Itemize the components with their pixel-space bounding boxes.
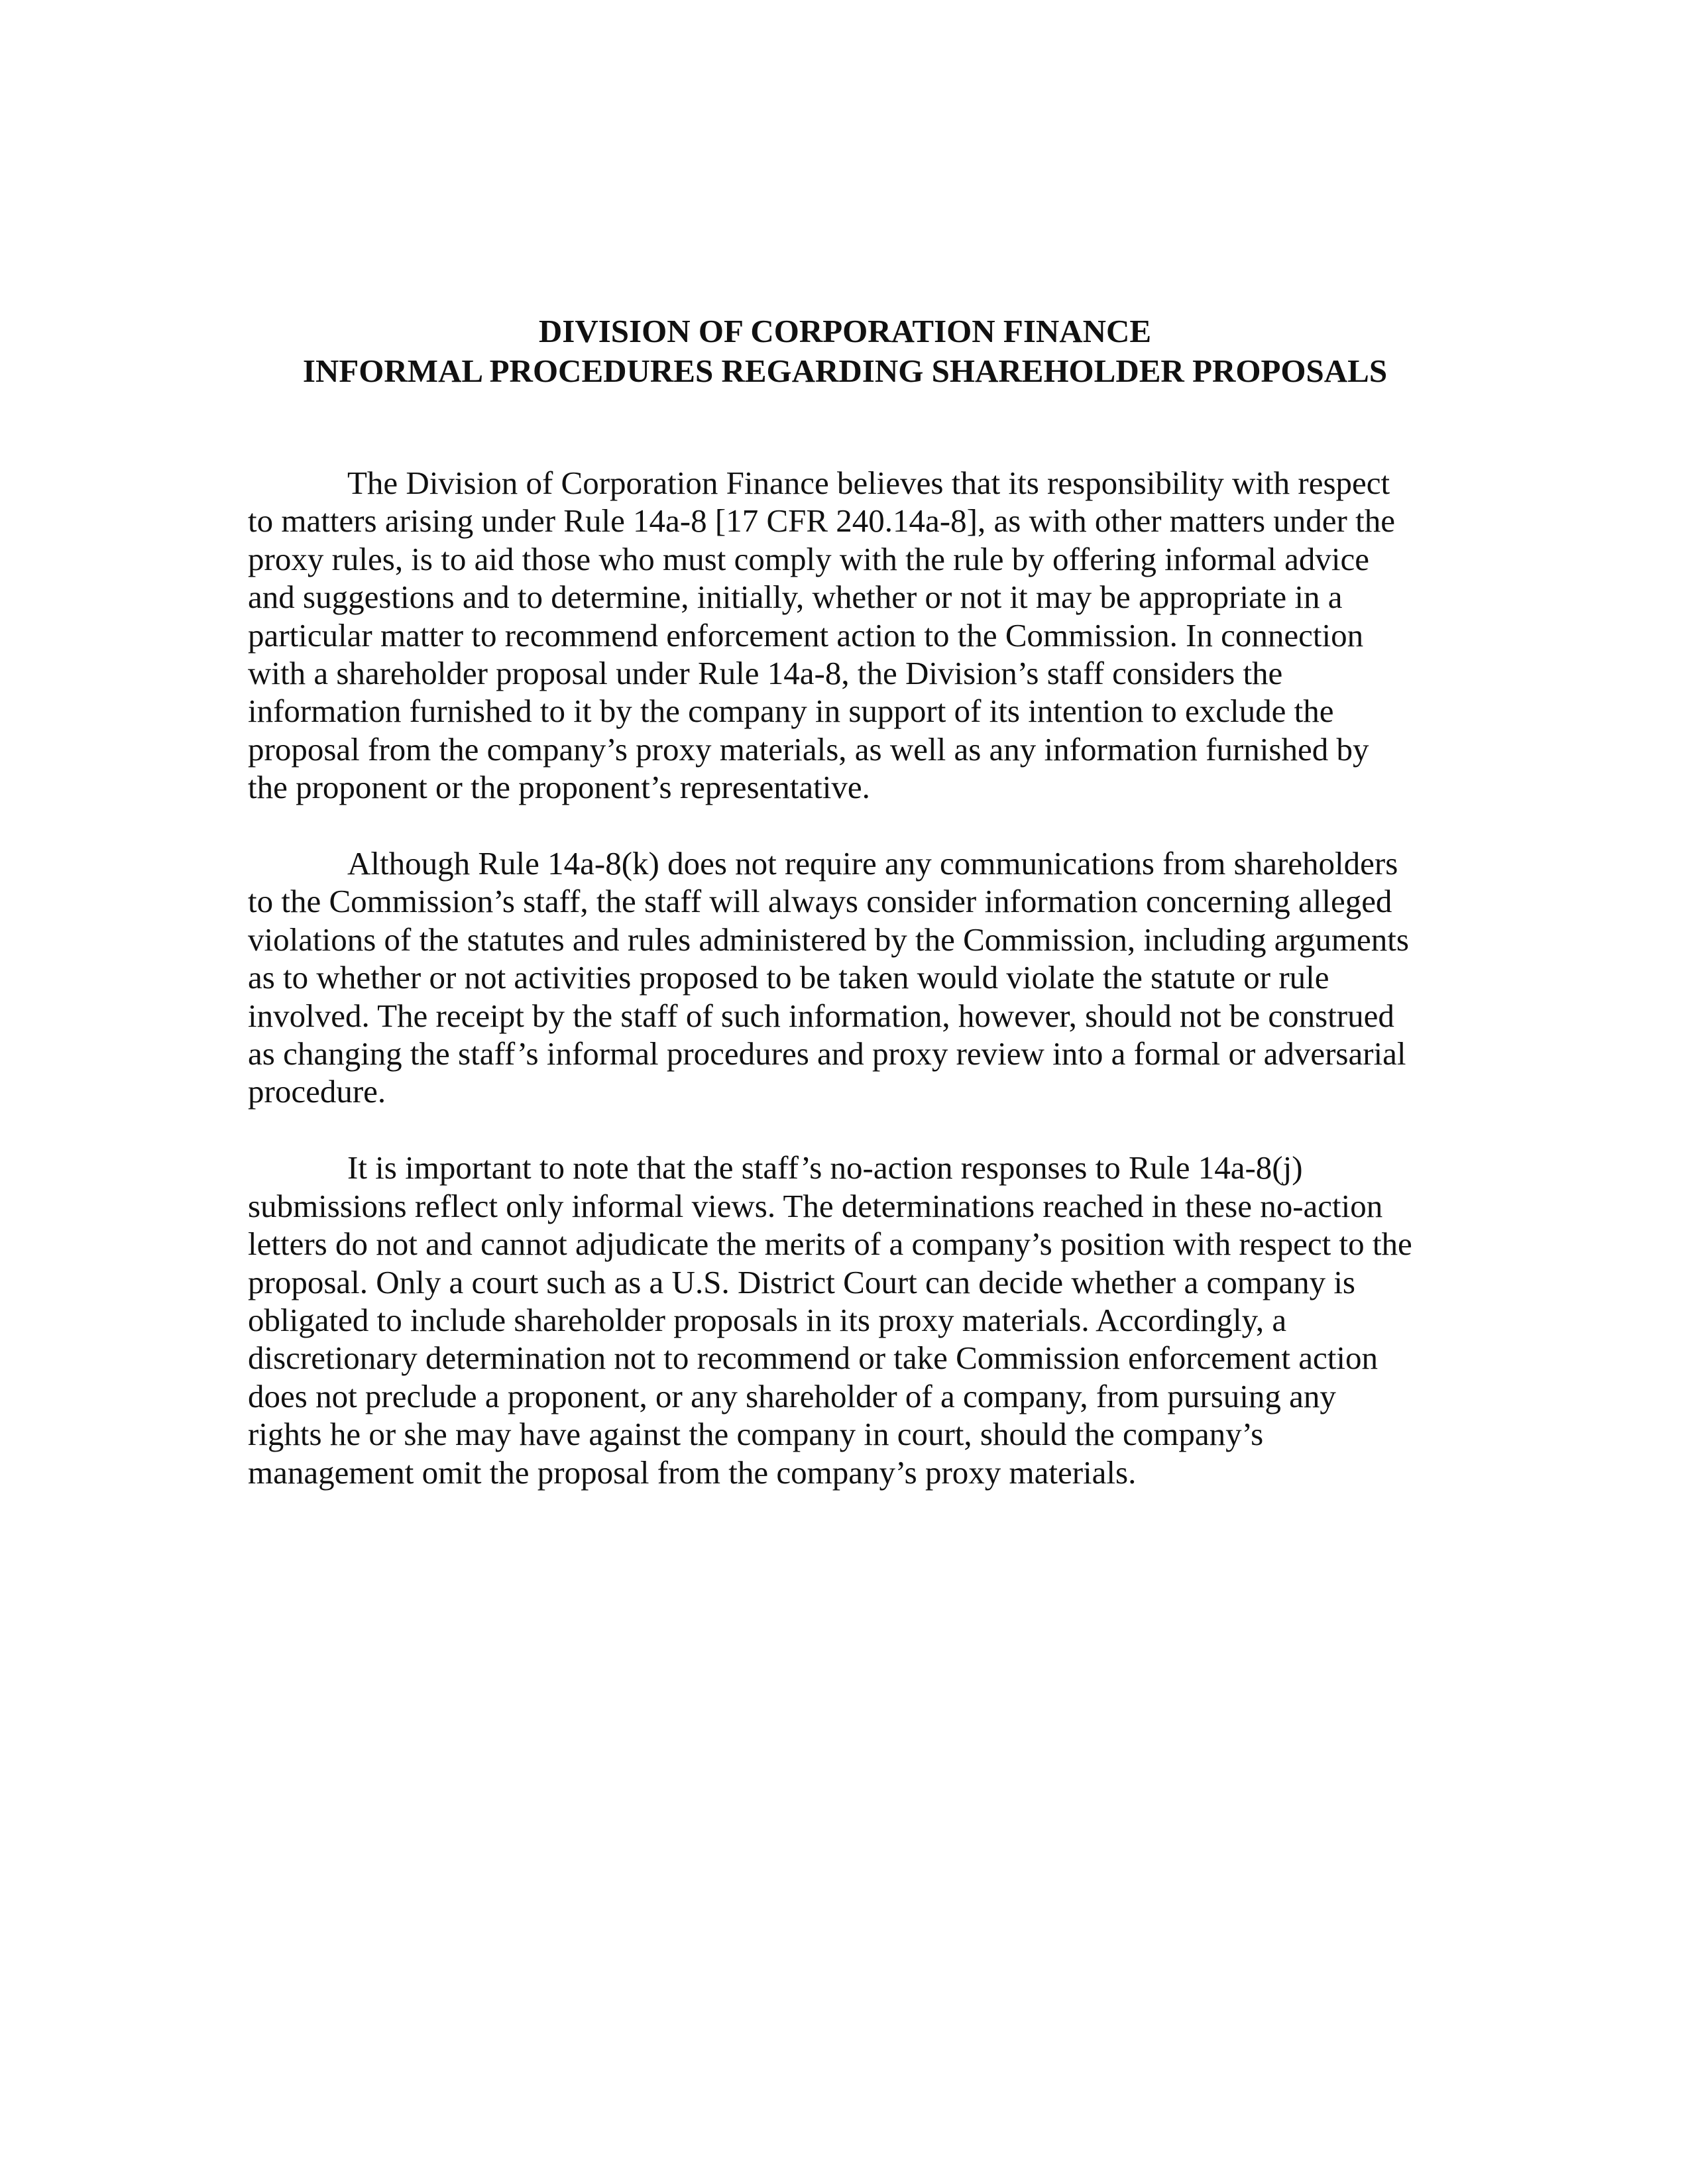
paragraph-line: with a shareholder proposal under Rule 14a-8, the Division’s staff considers the [248,655,1283,692]
paragraph-line: information furnished to it by the company in support of its intention to exclude the [248,693,1334,730]
paragraph-line: violations of the statutes and rules administered by the Commission, including arguments [248,921,1409,958]
paragraph-line: It is important to note that the staff’s no-action responses to Rule 14a-8(j) [347,1149,1303,1186]
paragraph-line: involved. The receipt by the staff of such information, however, should not be construed [248,997,1394,1034]
paragraph-line: to matters arising under Rule 14a-8 [17 CFR 240.14a-8], as with other matters under the [248,502,1395,540]
paragraph-3 [248,1149,1454,1491]
paragraph-line: rights he or she may have against the company in court, should the company’s [248,1416,1264,1453]
heading-line-1: DIVISION OF CORPORATION FINANCE [538,313,1152,349]
paragraph-line: procedure. [248,1073,386,1110]
paragraph-line: The Division of Corporation Finance believes that its responsibility with respect [347,465,1390,501]
paragraph-line: as changing the staff’s informal procedures and proxy review into a formal or adversarial [248,1035,1406,1072]
paragraph-line: letters do not and cannot adjudicate the merits of a company’s position with respect to the [248,1226,1412,1263]
paragraph-line: submissions reflect only informal views. The determinations reached in these no-action [248,1187,1383,1224]
paragraph-line: as to whether or not activities proposed to be taken would violate the statute or rule [248,959,1329,996]
paragraph-line: management omit the proposal from the company’s proxy materials. [248,1454,1137,1491]
paragraph-line: proxy rules, is to aid those who must comply with the rule by offering informal advice [248,540,1369,577]
paragraph-line: particular matter to recommend enforcement action to the Commission. In connection [248,616,1364,654]
paragraph-line: to the Commission’s staff, the staff will always consider information concerning alleged [248,883,1392,920]
paragraph-line: the proponent or the proponent’s representative. [248,769,870,806]
paragraph-line: and suggestions and to determine, initially, whether or not it may be appropriate in a [248,579,1343,616]
paragraph-line: does not preclude a proponent, or any shareholder of a company, from pursuing any [248,1377,1336,1414]
paragraph-line: obligated to include shareholder proposals in its proxy materials. Accordingly, a [248,1301,1287,1338]
paragraph-1 [248,464,1454,807]
paragraph-line: proposal from the company’s proxy materials, as well as any information furnished by [248,730,1369,768]
paragraph-line: proposal. Only a court such as a U.S. District Court can decide whether a company is [248,1263,1356,1300]
heading-line-2: INFORMAL PROCEDURES REGARDING SHAREHOLDER PROPOSALS [302,353,1388,389]
document-heading [0,312,1690,391]
paragraph-2 [248,844,1454,1111]
document-body [248,464,1454,1529]
paragraph-line: discretionary determination not to recommend or take Commission enforcement action [248,1340,1378,1377]
paragraph-line: Although Rule 14a-8(k) does not require any communications from shareholders [347,845,1398,882]
